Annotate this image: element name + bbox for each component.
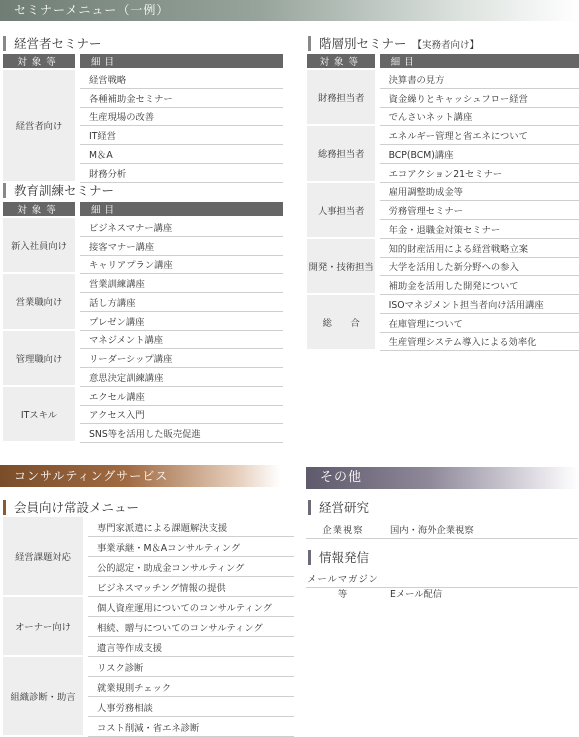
item-cell: 知的財産活用による経営戦略立案 [380,239,579,258]
table-row [307,126,579,145]
table-header-row [307,54,579,70]
table-header-row [3,202,283,218]
item-cell: SNS等を活用した販売促進 [80,424,283,443]
table-row [3,274,283,293]
item-cell: アクセス入門 [80,406,283,425]
item-cell: 就業規則チェック [88,677,294,697]
kyoiku-section-title: 教育訓練セミナー [3,183,114,198]
table-row [3,218,283,237]
category-cell: 総務担当者 [307,126,375,182]
item-cell: 専門家派遣による課題解決支援 [88,517,294,537]
item-cell: プレゼン講座 [80,312,283,331]
item-cell: 資金繰りとキャッシュフロー経営 [380,89,579,108]
item-cell: 事業承継・M＆Aコンサルティング [88,537,294,557]
research-key: 企業視察 [322,525,364,536]
table-row [307,70,579,89]
item-cell: 決算書の見方 [380,70,579,89]
research-row [306,523,578,539]
item-cell: M＆A [80,145,283,164]
item-cell: でんさいネット講座 [380,108,579,127]
category-cell: 管理職向け [3,331,75,387]
table-row [3,387,283,406]
info-section-title: 情報発信 [308,550,369,565]
category-cell: 人事担当者 [307,183,375,239]
item-cell: 補助金を活用した開発について [380,276,579,295]
item-cell: ISOマネジメント担当者向け活用講座 [380,295,579,314]
item-cell: リスク診断 [88,657,294,677]
category-cell: 財務担当者 [307,70,375,126]
consulting-menu-table [3,517,294,737]
consulting-section-title: 会員向け常設メニュー [3,500,139,515]
table-row [307,295,579,314]
kaisou-title-text: 階層別セミナー [319,36,407,51]
header-detail: 細目 [80,202,283,218]
table-row [3,331,283,350]
header-detail: 細目 [80,54,283,70]
item-cell: 人事労務相談 [88,697,294,717]
table-row [3,517,294,537]
item-cell: 営業訓練講座 [80,274,283,293]
item-cell: 遺言等作成支援 [88,637,294,657]
kaisou-seminar-table [307,54,579,351]
item-cell: IT経営 [80,126,283,145]
info-key: メールマガジン等 [307,574,379,600]
item-cell: 個人資産運用についてのコンサルティング [88,597,294,617]
other-banner: その他 [306,467,579,489]
category-cell: 総 合 [307,295,375,351]
seminar-menu-banner: セミナーメニュー（一例） [0,0,579,21]
item-cell: 在庫管理について [380,314,579,333]
category-cell: 開発・技術担当 [307,239,375,295]
kaisou-section-title [308,36,479,51]
item-cell: ビジネスマナー講座 [80,218,283,237]
item-cell: 労務管理セミナー [380,201,579,220]
item-cell: リーダーシップ講座 [80,349,283,368]
item-cell: 生産管理システム導入による効率化 [380,333,579,352]
table-row [307,239,579,258]
item-cell: 相続、贈与についてのコンサルティング [88,617,294,637]
category-cell: ITスキル [3,387,75,443]
header-target: 対象等 [3,54,75,70]
keiei-section-title: 経営者セミナー [3,36,102,51]
item-cell: コスト削減・省エネ診断 [88,717,294,737]
item-cell: 雇用調整助成金等 [380,183,579,202]
item-cell: 意思決定訓練講座 [80,368,283,387]
category-cell: 経営課題対応 [3,517,83,597]
item-cell: エコアクション21セミナー [380,164,579,183]
item-cell: BCP(BCM)講座 [380,145,579,164]
item-cell: エネルギー管理と省エネについて [380,126,579,145]
item-cell: キャリアプラン講座 [80,256,283,275]
research-section-title: 経営研究 [308,500,369,515]
item-cell: 公的認定・助成金コンサルティング [88,557,294,577]
header-detail: 細目 [380,54,579,70]
header-target: 対象等 [3,202,75,218]
kyoiku-seminar-table [3,202,283,443]
item-cell: 大学を活用した新分野への参入 [380,258,579,277]
table-row [3,657,294,677]
header-target: 対象等 [307,54,375,70]
item-cell: ビジネスマッチング情報の提供 [88,577,294,597]
item-cell: 生産現場の改善 [80,108,283,127]
item-cell: 経営戦略 [80,70,283,89]
category-cell: オーナー向け [3,597,83,657]
item-cell: エクセル講座 [80,387,283,406]
category-cell: 組織診断・助言 [3,657,83,737]
item-cell: マネジメント講座 [80,331,283,350]
research-value: 国内・海外企業視察 [390,525,474,536]
item-cell: 各種補助金セミナー [80,89,283,108]
consulting-banner: コンサルティングサービス [0,465,280,487]
table-row [3,70,283,89]
keiei-seminar-table [3,54,283,183]
table-header-row [3,54,283,70]
item-cell: 財務分析 [80,164,283,183]
table-row [3,597,294,617]
category-cell: 経営者向け [3,70,75,183]
info-row [306,572,578,600]
item-cell: 話し方講座 [80,293,283,312]
category-cell: 新入社員向け [3,218,75,274]
table-row [307,183,579,202]
kaisou-subtitle: 【実務者向け】 [412,40,480,51]
item-cell: 接客マナー講座 [80,237,283,256]
category-cell: 営業職向け [3,274,75,330]
item-cell: 年金・退職金対策セミナー [380,220,579,239]
info-value: Eメール配信 [390,589,443,600]
